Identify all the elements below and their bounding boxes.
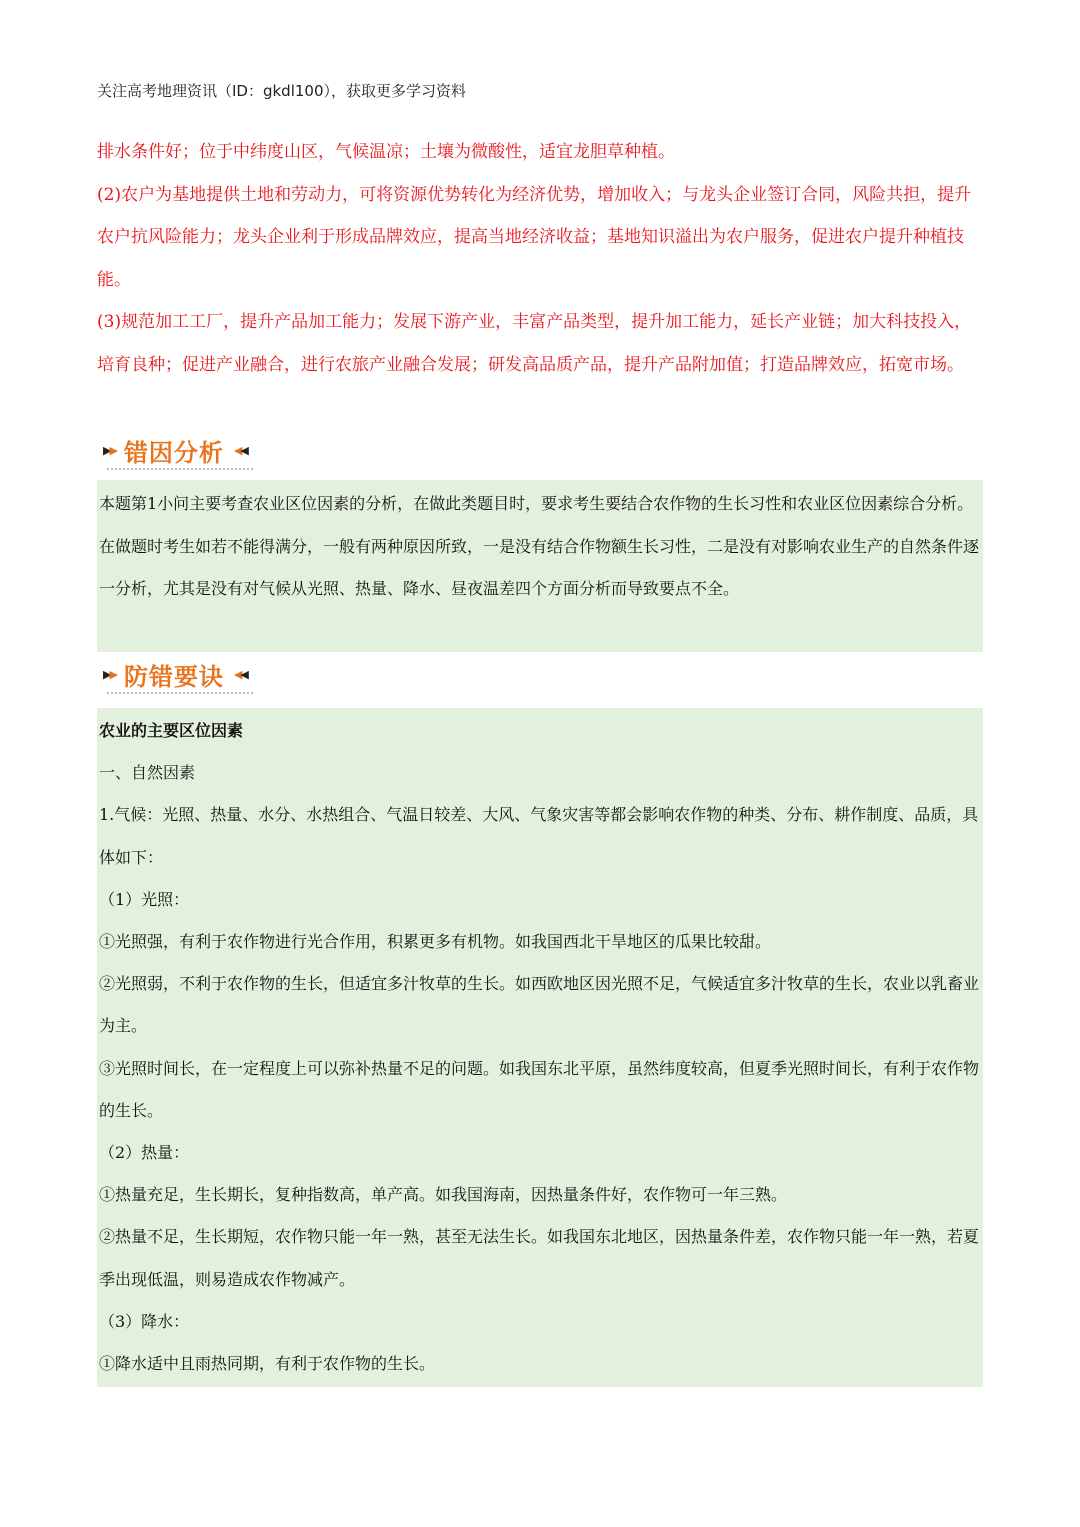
tips-line: ③光照时间长，在一定程度上可以弥补热量不足的问题。如我国东北平原，虽然纬度较高，但夏季光照时间长，有利于农作物的生长。 bbox=[99, 1058, 980, 1120]
section-title-label: 防错要诀 bbox=[123, 662, 224, 691]
left-arrows-icon: ◀◀ bbox=[233, 443, 247, 457]
tips-line: ②热量不足，生长期短，农作物只能一年一熟，甚至无法生长。如我国东北地区，因热量条件差，农作物只能一年一熟，若夏季出现低温，则易造成农作物减产。 bbox=[99, 1227, 980, 1289]
tips-line: 1.气候：光照、热量、水分、水热组合、气温日较差、大风、气象灾害等都会影响农作物的种类、分布、耕作制度、品质，具体如下： bbox=[99, 805, 979, 867]
dotted-divider bbox=[107, 468, 253, 470]
section-title-label: 错因分析 bbox=[123, 438, 224, 467]
answer-paragraph-2: (2)农户为基地提供土地和劳动力，可将资源优势转化为经济优势，增加收入；与龙头企业签订合同，风险共担，提升农户抗风险能力；龙头企业利于形成品牌效应，提高当地经济收益；基地知识溢出为农户服务，促进农户提升种植技能。 bbox=[97, 184, 972, 290]
tips-line: ①热量充足，生长期长，复种指数高，单产高。如我国海南，因热量条件好，农作物可一年三熟。 bbox=[99, 1185, 788, 1205]
left-arrows-icon: ◀◀ bbox=[233, 667, 247, 681]
dotted-divider bbox=[107, 692, 253, 694]
error-analysis-box bbox=[97, 480, 983, 652]
tips-line: （2）热量： bbox=[99, 1143, 190, 1163]
section-title-error-analysis bbox=[103, 430, 247, 470]
answer-paragraph-3: (3)规范加工工厂，提升产品加工能力；发展下游产业，丰富产品类型，提升加工能力，延长产业链；加大科技投入，培育良种；促进产业融合，进行农旅产业融合发展；研发高品质产品，提升产品附加值；打造品牌效应，拓宽市场。 bbox=[97, 312, 972, 375]
error-analysis-text: 本题第1小问主要考查农业区位因素的分析，在做此类题目时，要求考生要结合农作物的生长习性和农业区位因素综合分析。在做题时考生如若不能得满分，一般有两种原因所致，一是没有结合作物额生长习性，二是没有对影响农业生产的自然条件逐一分析，尤其是没有对气候从光照、热量、降水、昼夜温差四个方面分析而导致要点不全。 bbox=[99, 494, 980, 598]
answer-paragraph-1: 排水条件好；位于中纬度山区，气候温凉；土壤为微酸性，适宜龙胆草种植。 bbox=[97, 142, 675, 162]
prevention-tips-box bbox=[97, 708, 983, 1387]
answer-block bbox=[97, 131, 987, 386]
right-arrows-icon: ▶▶ bbox=[103, 443, 116, 457]
tips-line: ②光照弱，不利于农作物的生长，但适宜多汁牧草的生长。如西欧地区因光照不足，气候适宜多汁牧草的生长，农业以乳畜业为主。 bbox=[99, 974, 980, 1036]
tips-line: （3）降水： bbox=[99, 1311, 190, 1331]
tips-line: 一、自然因素 bbox=[99, 763, 196, 783]
section-title-prevention-tips bbox=[103, 654, 247, 694]
right-arrows-icon: ▶▶ bbox=[103, 667, 116, 681]
tips-line: ①降水适中且雨热同期，有利于农作物的生长。 bbox=[99, 1354, 436, 1374]
tips-line: （1）光照： bbox=[99, 889, 190, 909]
tips-heading: 农业的主要区位因素 bbox=[99, 721, 244, 740]
tips-line: ①光照强，有利于农作物进行光合作用，积累更多有机物。如我国西北干旱地区的瓜果比较甜。 bbox=[99, 932, 772, 952]
page-header: 关注高考地理资讯（ID：gkdl100），获取更多学习资料 bbox=[97, 82, 467, 100]
